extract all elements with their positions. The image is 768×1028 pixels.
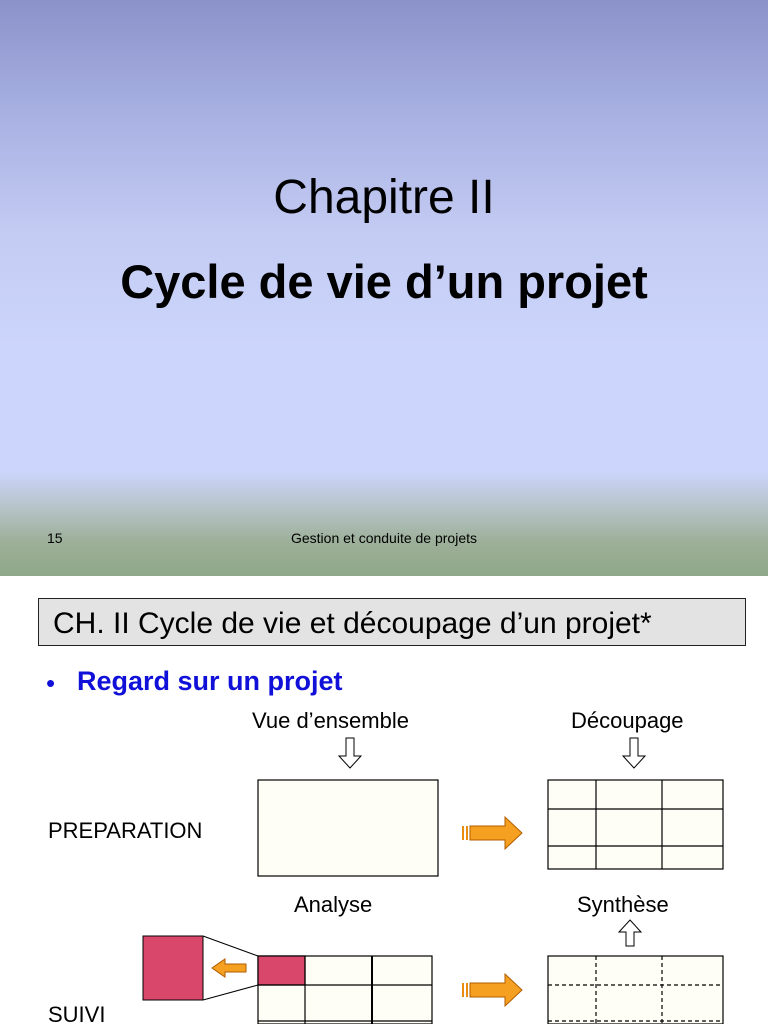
label-vue-ensemble: Vue d’ensemble <box>252 708 409 733</box>
slide-footer: Gestion et conduite de projets <box>290 530 477 546</box>
content-slide <box>0 576 768 1027</box>
down-arrow-icon <box>339 738 361 768</box>
right-arrow-icon <box>462 974 522 1006</box>
bullet-marker: • <box>46 668 56 698</box>
chapter-heading: Chapitre II <box>273 171 495 224</box>
slide-heading: CH. II Cycle de vie et découpage d’un projet* <box>53 607 652 640</box>
left-arrow-icon <box>212 959 246 977</box>
synthesis-grid <box>548 956 723 1024</box>
project-cycle-diagram <box>0 576 768 1024</box>
slide-title: Cycle de vie d’un projet <box>120 255 648 308</box>
overview-box <box>258 780 438 876</box>
label-preparation: PREPARATION <box>48 818 203 843</box>
label-analyse: Analyse <box>294 892 373 917</box>
right-arrow-icon <box>462 817 522 849</box>
label-decoupage: Découpage <box>571 708 684 733</box>
label-synthese: Synthèse <box>577 892 669 917</box>
down-arrow-icon <box>623 738 645 768</box>
page-number: 15 <box>47 530 63 546</box>
label-suivi: SUIVI <box>48 1002 106 1027</box>
up-arrow-icon <box>619 920 641 946</box>
analysis-grid <box>258 956 432 1024</box>
breakdown-grid <box>548 780 723 869</box>
bullet-text: Regard sur un projet <box>77 666 343 696</box>
zoomed-task-block <box>143 936 203 1000</box>
